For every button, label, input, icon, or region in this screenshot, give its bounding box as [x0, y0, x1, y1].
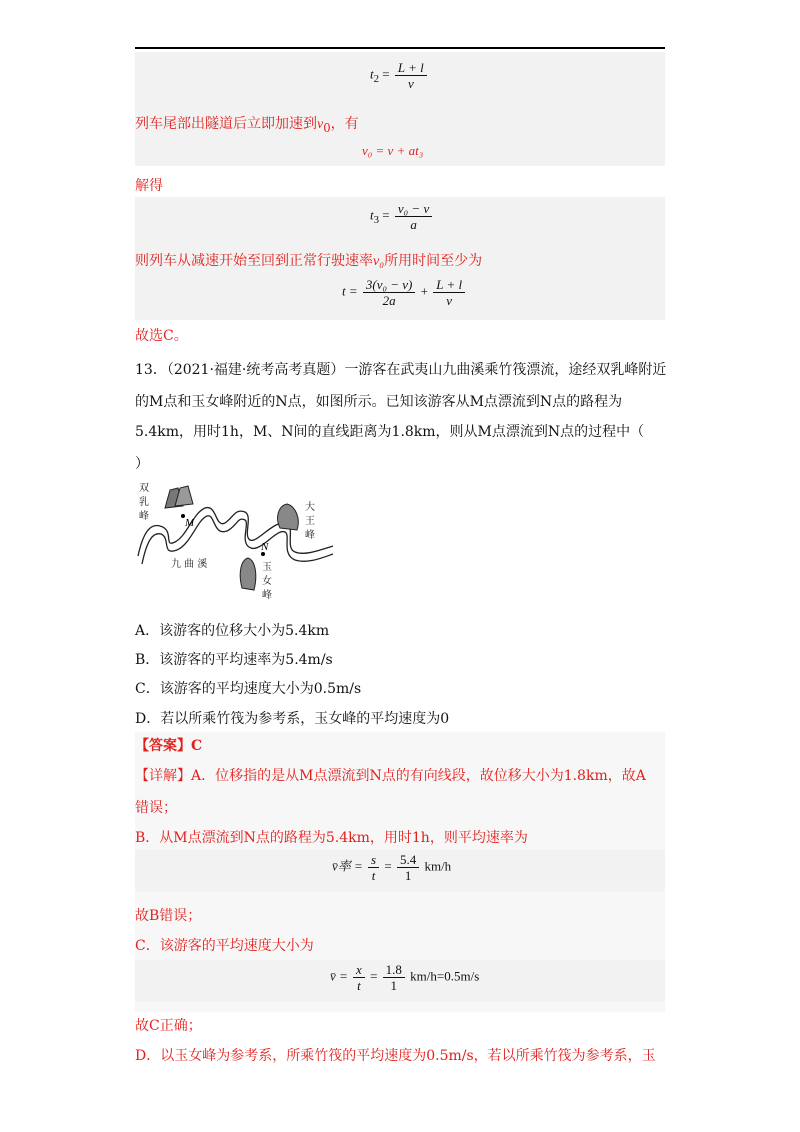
- jiede-text: 解得: [135, 178, 163, 194]
- yunv-peak-icon: [240, 558, 256, 590]
- option-b: B．该游客的平均速率为5.4m/s: [135, 652, 333, 668]
- detail-a-line-2: 错误；: [135, 800, 177, 816]
- label-yunv-3: 峰: [262, 590, 272, 601]
- formula-t3: $t_3$ = $\frac{\text{v₀ − v}}{a}$: [370, 201, 434, 232]
- label-yunv-1: 玉: [262, 562, 272, 573]
- question-line-3: 5.4km，用时1h，M、N间的直线距离为1.8km，则从M点漂流到N点的过程中（: [135, 424, 645, 440]
- question-line-2: 的M点和玉女峰附近的N点，如图所示。已知该游客从M点漂流到N点的路程为: [135, 394, 623, 410]
- formula-total-time: t = $\frac{\text{3(v₀ − v)}}{2a}$ + $\frac{L + l}{v}$: [342, 277, 467, 308]
- label-n: N: [261, 541, 269, 553]
- accel-text: 列车尾部出隧道后立即加速到$v_0$，有: [135, 116, 359, 135]
- label-dawang-1: 大: [305, 502, 315, 513]
- choose-text: 故选C。: [135, 328, 188, 344]
- dawang-peak-icon: [278, 504, 299, 530]
- label-shuangru-1: 双: [139, 483, 149, 494]
- shuangru-peak-icon: [165, 486, 193, 508]
- label-yunv-2: 女: [262, 576, 272, 587]
- label-dawang-2: 王: [305, 516, 315, 527]
- label-shuangru-3: 峰: [139, 511, 149, 522]
- question-line-1: 13．（2021·福建·统考高考真题）一游客在武夷山九曲溪乘竹筏漂流，途经双乳峰附近: [135, 362, 667, 378]
- answer-label: 【答案】C: [135, 738, 203, 754]
- label-jiuqu: 九 曲 溪: [171, 559, 208, 570]
- question-line-4: ）: [135, 456, 149, 472]
- formula-t2: $t_2$ = $\frac{L + l}{v}$: [370, 60, 429, 91]
- detail-c-line: C．该游客的平均速度大小为: [135, 938, 314, 954]
- formula-v0: v₀ = v + at₃: [362, 143, 424, 158]
- header-rule: [135, 47, 665, 49]
- label-m: M: [185, 517, 195, 529]
- detail-c-right: 故C正确；: [135, 1018, 202, 1034]
- label-dawang-3: 峰: [305, 530, 315, 541]
- option-a: A．该游客的位移大小为5.4km: [135, 623, 330, 639]
- detail-d-line: D．以玉女峰为参考系，所乘竹筏的平均速度为0.5m/s，若以所乘竹筏为参考系，玉: [135, 1048, 656, 1064]
- option-d: D．若以所乘竹筏为参考系，玉女峰的平均速度为0: [135, 711, 450, 727]
- formula-average-speed: v̄率 = $\frac{s}{t}$ = $\frac{5.4}{1}$ km/h: [332, 852, 452, 883]
- label-shuangru-2: 乳: [139, 497, 149, 508]
- river-path: [138, 508, 333, 564]
- detail-b-line: B．从M点漂流到N点的路程为5.4km，用时1h，则平均速率为: [135, 830, 528, 846]
- detail-a-line-1: 【详解】A．位移指的是从M点漂流到N点的有向线段，故位移大小为1.8km，故A: [135, 768, 646, 784]
- jiuqu-river-map: [135, 478, 335, 603]
- option-c: C．该游客的平均速度大小为0.5m/s: [135, 681, 362, 697]
- formula-average-velocity: v̄ = $\frac{x}{t}$ = $\frac{1.8}{1}$ km/h=0.5m/s: [330, 962, 480, 993]
- total-time-text: 则列车从减速开始至回到正常行驶速率v₀所用时间至少为: [135, 253, 483, 269]
- detail-b-wrong: 故B错误；: [135, 908, 202, 924]
